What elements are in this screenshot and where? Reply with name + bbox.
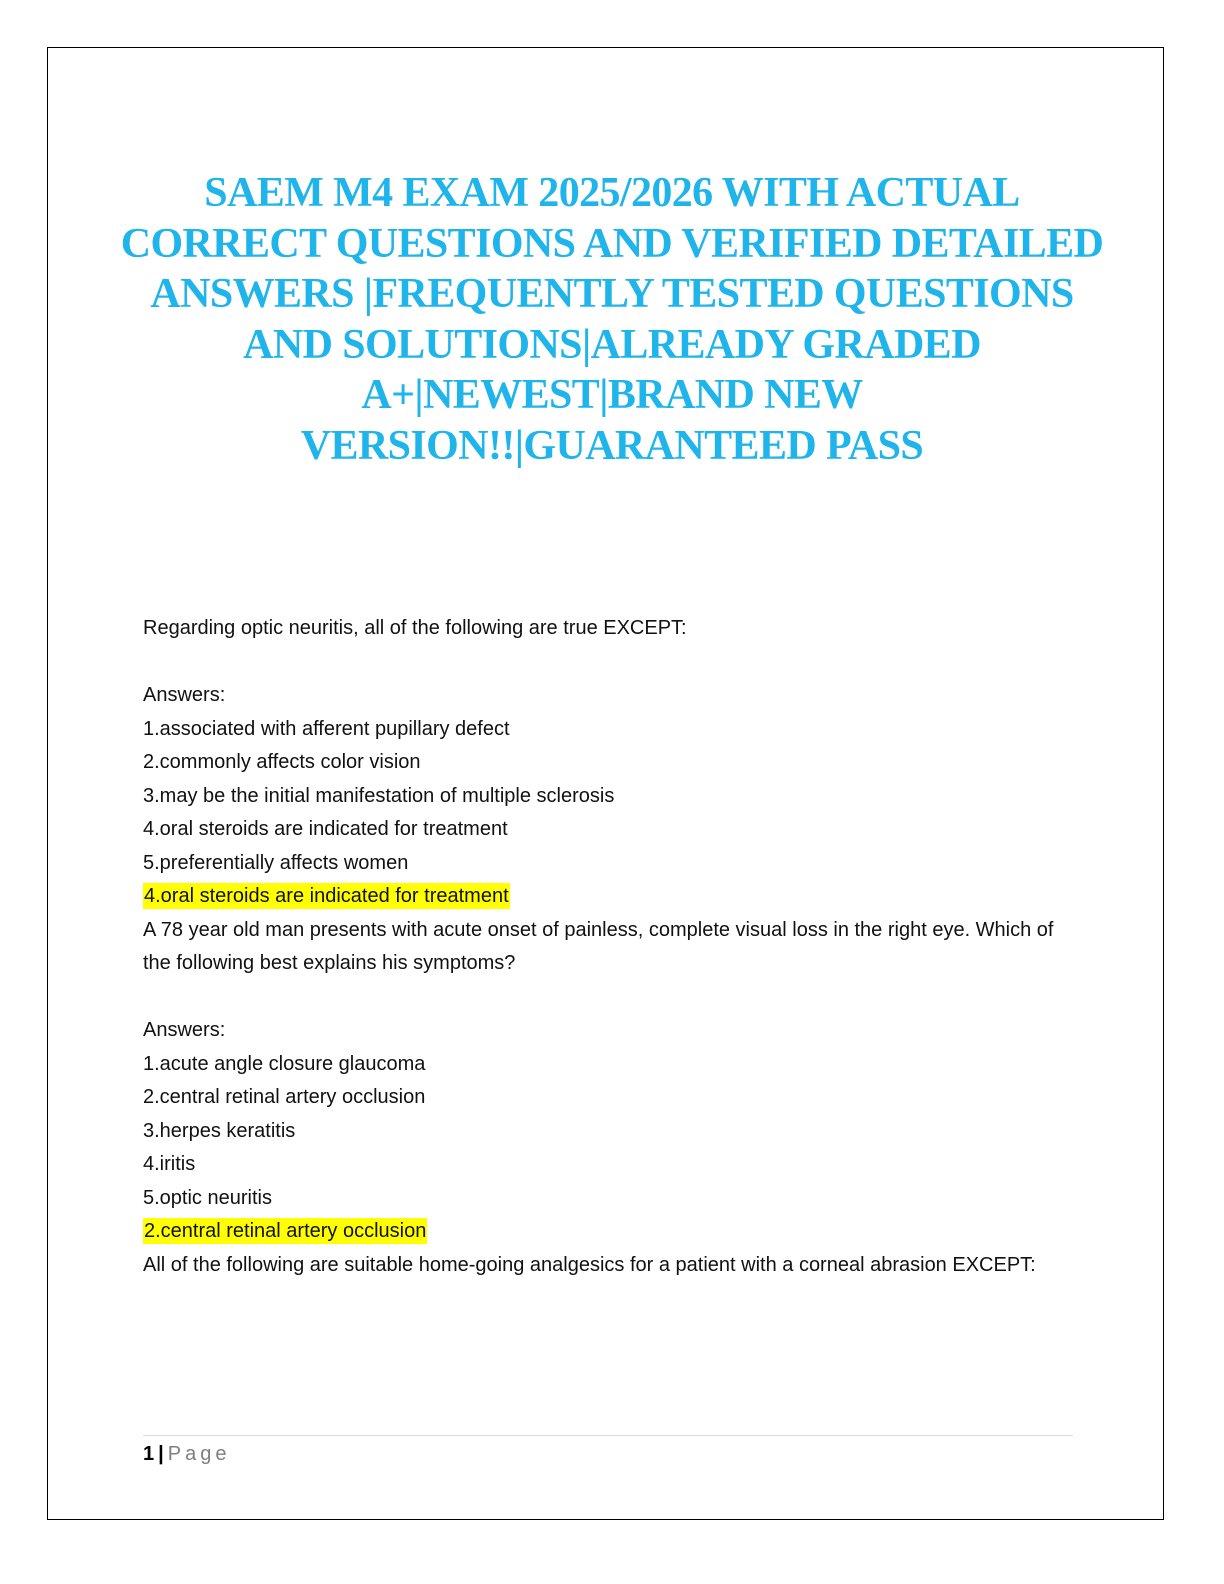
correct-answer-highlight: 2.central retinal artery occlusion: [144, 1220, 427, 1242]
page-label: Page: [167, 1443, 231, 1465]
question-block: [143, 1249, 1073, 1283]
answer-option: 5.optic neuritis: [143, 1186, 272, 1209]
answer-option: 1.acute angle closure glaucoma: [143, 1052, 426, 1075]
page-footer: [143, 1440, 230, 1468]
correct-answer: [143, 1215, 1073, 1249]
document-title: SAEM M4 EXAM 2025/2026 WITH ACTUAL CORRECT QUESTIONS AND VERIFIED DETAILED ANSWERS |FREQUENTLY TESTED QUESTIONS AND SOLUTIONS|ALREADY GRADED A+|NEWEST|BRAND NEW VERSION!!|GUARANTEED PASS: [120, 170, 1104, 469]
correct-answer: [143, 880, 1073, 914]
question-prompt: Regarding optic neuritis, all of the following are true EXCEPT:: [143, 617, 687, 639]
answer-option: 5.preferentially affects women: [143, 851, 409, 874]
answers-list: [143, 1014, 1073, 1215]
question-block: [143, 612, 1073, 914]
answers-list: [143, 679, 1073, 880]
answer-option: 1.associated with afferent pupillary defect: [143, 717, 510, 740]
answers-label: Answers:: [143, 684, 226, 706]
document-body: [143, 612, 1073, 1282]
answer-option: 3.may be the initial manifestation of multiple sclerosis: [143, 784, 615, 807]
question-block: [143, 914, 1073, 1249]
footer-separator: |: [158, 1443, 164, 1465]
answer-option: 4.iritis: [143, 1153, 196, 1175]
question-prompt: All of the following are suitable home-going analgesics for a patient with a corneal abrasion EXCEPT:: [143, 1253, 1036, 1276]
answer-option: 2.commonly affects color vision: [143, 751, 421, 773]
answers-label: Answers:: [143, 1019, 226, 1041]
answer-option: 4.oral steroids are indicated for treatment: [143, 818, 508, 840]
answer-option: 2.central retinal artery occlusion: [143, 1086, 426, 1108]
correct-answer-highlight: 4.oral steroids are indicated for treatment: [144, 885, 509, 907]
question-prompt: A 78 year old man presents with acute onset of painless, complete visual loss in the right eye. Which of the following best explains his symptoms?: [143, 918, 1054, 974]
answer-option: 3.herpes keratitis: [143, 1119, 296, 1142]
footer-divider: [143, 1435, 1073, 1436]
page-number: 1: [143, 1443, 155, 1465]
